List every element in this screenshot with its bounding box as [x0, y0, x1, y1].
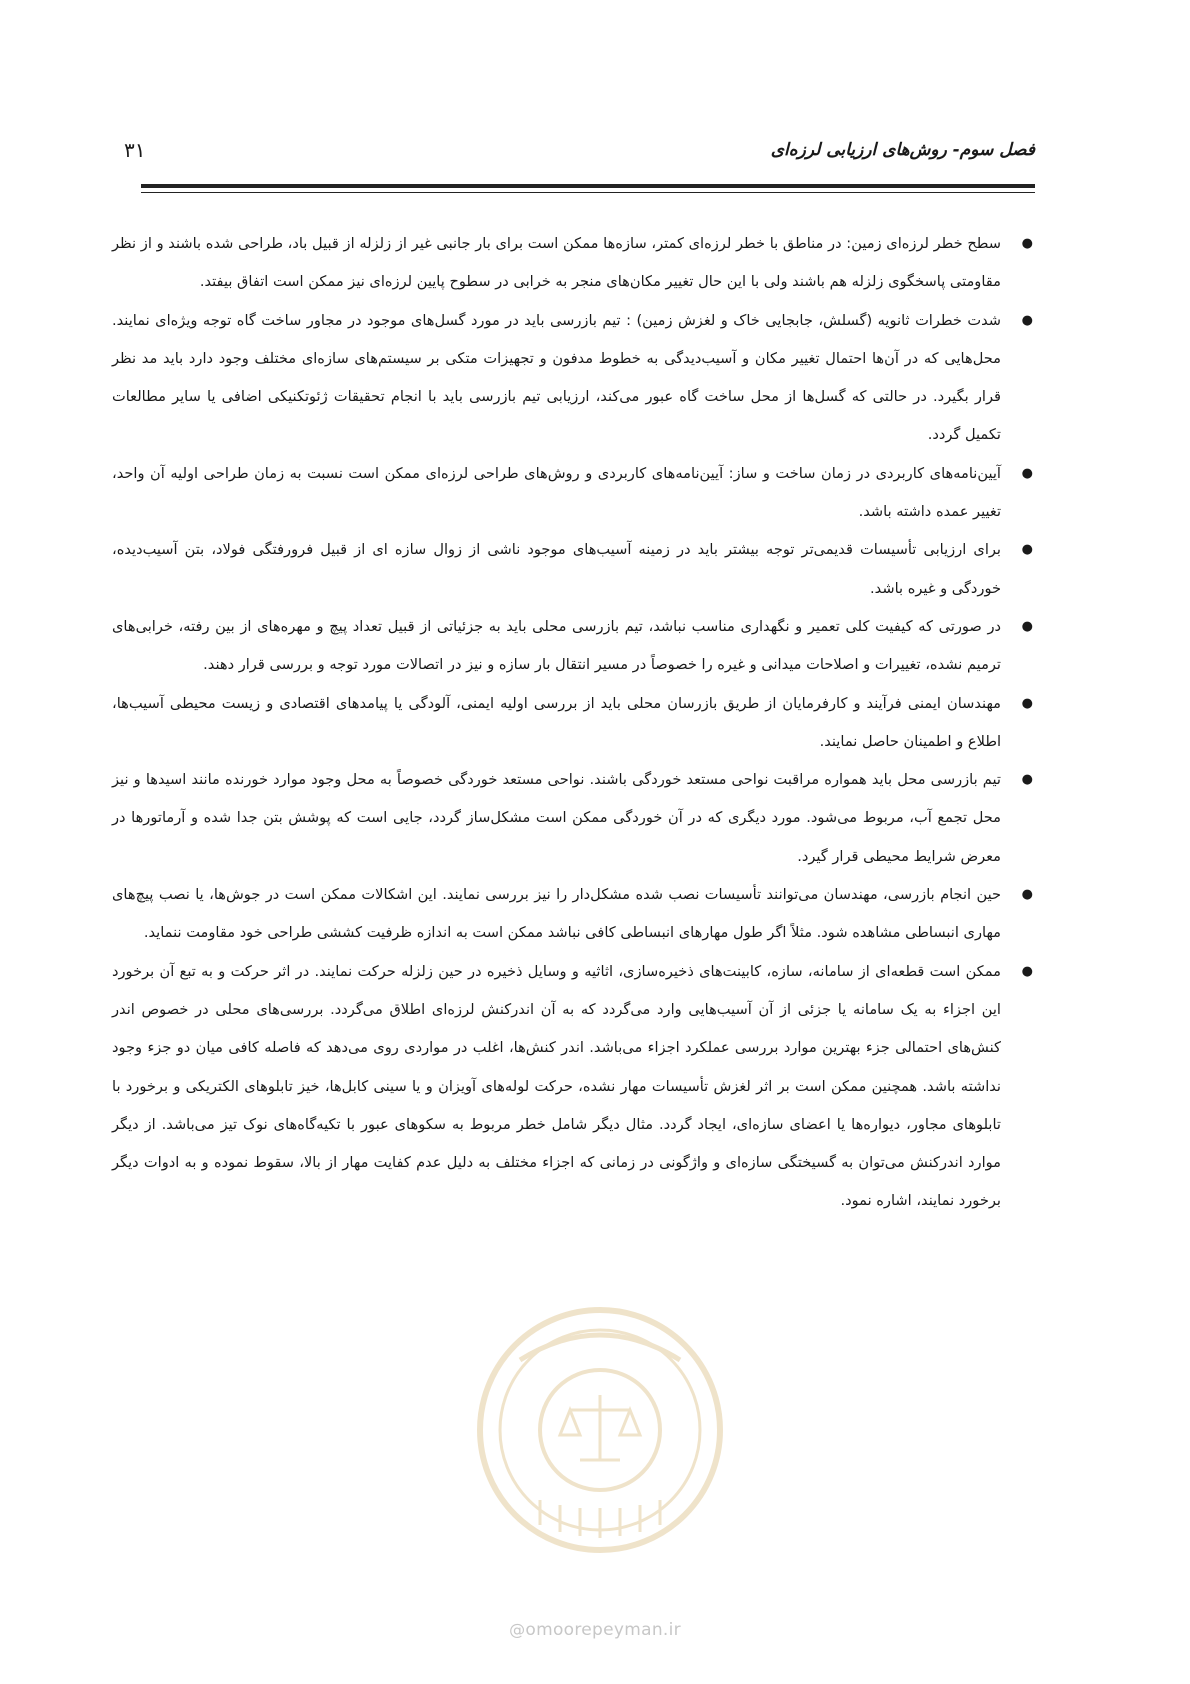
bullet-icon: ●	[1021, 465, 1033, 481]
list-item	[112, 225, 1035, 302]
list-item-text: مهندسان ایمنی فرآیند و کارفرمایان از طریق بازرسان محلی باید از بررسی اولیه ایمنی، آلودگی یا پیامدهای اقتصادی و زیست محیطی آسیب‌ها، اطلاع و اطمینان حاصل نمایند.	[112, 694, 1001, 750]
list-item	[112, 455, 1035, 532]
page-number: ۳۱	[124, 138, 146, 162]
bullet-list	[112, 225, 1035, 1221]
watermark-seal-icon	[470, 1300, 730, 1560]
list-item	[112, 685, 1035, 762]
footer-url-text: omoorepeyman.ir	[525, 1620, 681, 1640]
list-item	[112, 876, 1035, 953]
at-icon: @	[509, 1620, 526, 1639]
list-item-text: حین انجام بازرسی، مهندسان می‌توانند تأسیسات نصب شده مشکل‌دار را نیز بررسی نمایند. این اشکالات ممکن است در جوش‌ها، یا نصب پیچ‌های مهاری انبساطی مشاهده شود. مثلاً اگر طول مهارهای انبساطی کافی نباشد ممکن است به اندازه ظرفیت کششی طراحی خود مقاومت ننماید.	[112, 886, 1001, 942]
document-body	[112, 225, 1035, 1221]
header-rule-thick	[141, 184, 1035, 188]
list-item	[112, 761, 1035, 876]
list-item-text: ممکن است قطعه‌ای از سامانه، سازه، کابینت‌های ذخیره‌سازی، اثاثیه و وسایل ذخیره در حین زلزله حرکت نمایند. در اثر حرکت و به تبع آن برخورد این اجزاء به یک سامانه یا جزئی از آن آسیب‌هایی وارد می‌گردد که به آن اندرکنش لرزه‌ای اطلاق می‌گردد. بررسی‌های محلی در خصوص اندر کنش‌های احتمالی جزء بهترین موارد بررسی عملکرد اجزاء می‌باشد. اندر کنش‌ها، اغلب در مواردی روی می‌دهد که فاصله کافی میان دو جزء وجود نداشته باشد. همچنین ممکن است بر اثر لغزش تأسیسات مهار نشده، حرکت لوله‌های آویزان و یا سینی کابل‌ها، خیز تابلوهای الکتریکی و برخورد با تابلوهای مجاور، دیواره‌ها یا اعضای سازه‌ای، ایجاد گردد. مثال دیگر شامل خطر مربوط به سکوهای عبور با تکیه‌گاه‌های نوک تیز می‌باشد. از دیگر موارد اندرکنش می‌توان به گسیختگی سازه‌ای و واژگونی در زمانی که اجزاء مختلف به دلیل عدم کفایت مهار از بالا، سقوط نموده و به ادوات دیگر برخورد نمایند، اشاره نمود.	[112, 962, 1001, 1210]
list-item-text: تیم بازرسی محل باید همواره مراقبت نواحی مستعد خوردگی باشند. نواحی مستعد خوردگی خصوصاً به محل وجود موارد خورنده مانند اسیدها و نیز محل تجمع آب، مربوط می‌شود. مورد دیگری که در آن خوردگی ممکن است مشکل‌ساز گردد، جایی است که پوشش بتن جدا شده و آرماتورها در معرض شرایط محیطی قرار گیرد.	[112, 771, 1001, 865]
list-item	[112, 608, 1035, 685]
list-item	[112, 953, 1035, 1221]
bullet-icon: ●	[1021, 887, 1033, 903]
bullet-icon: ●	[1021, 542, 1033, 558]
header-rule-thin	[141, 192, 1035, 193]
list-item-text: آیین‌نامه‌های کاربردی در زمان ساخت و ساز: آیین‌نامه‌های کاربردی و روش‌های طراحی لرزه‌ای ممکن است نسبت به زمان طراحی اولیه آن واحد، تغییر عمده داشته باشد.	[112, 464, 1001, 521]
footer-url	[0, 1620, 1190, 1640]
bullet-icon: ●	[1021, 236, 1033, 251]
bullet-icon: ●	[1021, 963, 1033, 979]
list-item-text: برای ارزیابی تأسیسات قدیمی‌تر توجه بیشتر باید در زمینه آسیب‌های موجود ناشی از زوال سازه ای از قبیل فرورفتگی فولاد، بتن آسیب‌دیده، خوردگی و غیره باشد.	[112, 541, 1001, 597]
bullet-icon: ●	[1021, 312, 1033, 328]
chapter-title: فصل سوم- روش‌های ارزیابی لرزه‌ای	[770, 140, 1035, 160]
list-item	[112, 531, 1035, 608]
bullet-icon: ●	[1021, 772, 1033, 788]
list-item-text: در صورتی که کیفیت کلی تعمیر و نگهداری مناسب نباشد، تیم بازرسی محلی باید به جزئیاتی از قبیل تعداد پیچ و مهره‌های از بین رفته، خرابی‌های ترمیم نشده، تغییرات و اصلاحات میدانی و غیره را خصوصاً در مسیر انتقال بار سازه و نیز در اتصالات مورد توجه و بررسی قرار دهند.	[112, 617, 1001, 674]
list-item-text: سطح خطر لرزه‌ای زمین: در مناطق با خطر لرزه‌ای کمتر، سازه‌ها ممکن است برای بار جانبی غیر از زلزله از قبیل باد، طراحی شده باشند و از نظر مقاومتی پاسخگوی زلزله هم باشند ولی با این حال تغییر مکان‌های منجر به خرابی در سطوح پایین لرزه‌ای نیز ممکن است اتفاق بیفتد.	[112, 235, 1001, 291]
bullet-icon: ●	[1021, 695, 1033, 711]
list-item-text: شدت خطرات ثانویه (گسلش، جابجایی خاک و لغزش زمین) : تیم بازرسی باید در مورد گسل‌های موجود در مجاور ساخت گاه توجه ویژه‌ای نمایند. محل‌هایی که در آن‌ها احتمال تغییر مکان و آسیب‌دیدگی به خطوط مدفون و تجهیزات متکی بر سیستم‌های سازه‌ای مختلف وجود دارد باید مد نظر قرار بگیرد. در حالتی که گسل‌ها از محل ساخت گاه عبور می‌کند، ارزیابی تیم بازرسی باید با انجام تحقیقات ژئوتکنیکی اضافی یا سایر مطالعات تکمیل گردد.	[112, 311, 1001, 444]
bullet-icon: ●	[1021, 618, 1033, 634]
list-item	[112, 302, 1035, 455]
